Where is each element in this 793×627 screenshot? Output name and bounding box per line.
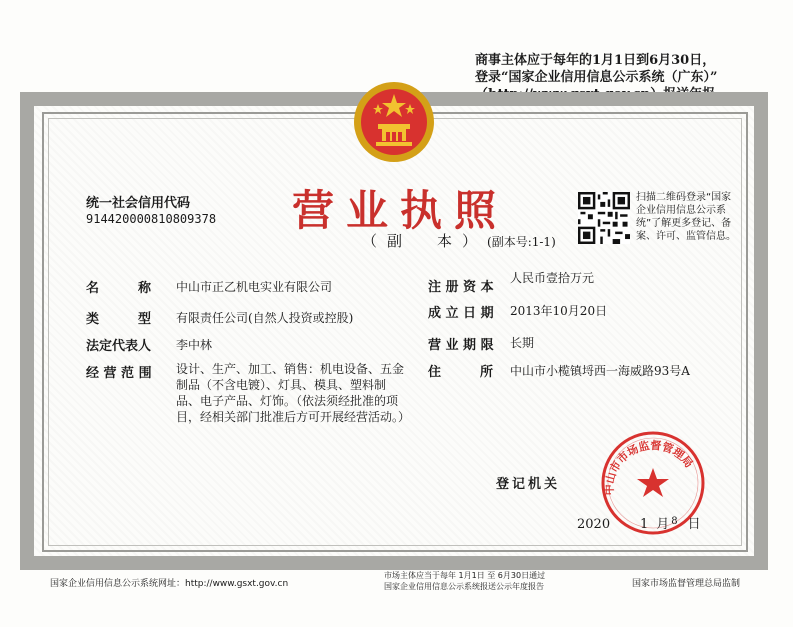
copy-line xyxy=(362,230,556,251)
notice-line-2: 登录“国家企业信用信息公示系统（广东）” xyxy=(475,70,718,85)
footer-issuer: 国家市场监督管理总局监制 xyxy=(632,579,741,589)
scope-value: 设计、生产、加工、销售：机电设备、五金制品（不含电镀）、灯具、模具、塑料制品、电子产品、灯饰。（依法须经批准的项目，经相关部门批准后方可开展经营活动。） xyxy=(176,362,411,424)
term-label: 营 业 期 限 xyxy=(428,338,494,353)
legal-rep-value: 李中林 xyxy=(176,338,213,352)
established-value: 2013年10月20日 xyxy=(510,304,608,318)
notice-line-1: 商事主体应于每年的1月1日到6月30日， xyxy=(475,53,716,68)
seal-text: 中山市市场监督管理局 xyxy=(602,438,696,496)
capital-label: 注 册 资 本 xyxy=(428,280,494,295)
footer-annual-report-line-2: 国家企业信用信息公示系统报送公示年度报告 xyxy=(384,582,544,591)
registration-authority-label: 登记机关 xyxy=(496,477,561,492)
issue-date xyxy=(577,513,701,532)
term-value: 长期 xyxy=(510,336,535,350)
national-emblem-icon xyxy=(352,80,436,164)
copy-label: （副 本） xyxy=(362,232,488,250)
certificate-title: 营业执照 xyxy=(292,186,509,235)
name-label: 名 称 xyxy=(86,281,152,296)
issue-day-char: 日 xyxy=(687,517,701,532)
established-label: 成 立 日 期 xyxy=(428,306,494,321)
type-value: 有限责任公司(自然人投资或控股) xyxy=(176,311,354,325)
name-value: 中山市正乙机电实业有限公司 xyxy=(176,280,333,294)
issue-month-char: 月 xyxy=(656,517,670,532)
footer-annual-report-line-1: 市场主体应当于每年 1月1日 至 6月30日通过 xyxy=(384,571,546,580)
issue-month-number: 1 xyxy=(639,517,649,532)
address-label: 住 所 xyxy=(428,365,494,380)
footer-annual-report xyxy=(384,570,545,592)
legal-rep-label: 法定代表人 xyxy=(86,339,152,354)
footer-website: 国家企业信用信息公示系统网址：http://www.gsxt.gov.cn xyxy=(50,579,289,589)
copy-number: (副本号:1-1) xyxy=(487,235,556,249)
issue-year: 2020 xyxy=(577,517,611,532)
credit-code-label: 统一社会信用代码 xyxy=(86,196,191,211)
address-value: 中山市小榄镇埒西一海威路93号A xyxy=(510,364,690,378)
qr-code-instructions: 扫描二维码登录“国家企业信用信息公示系统”了解更多登记、备案、许可、监管信息。 xyxy=(636,192,736,242)
type-label: 类 型 xyxy=(86,312,152,327)
qr-code-icon[interactable] xyxy=(578,192,630,244)
scope-label: 经 营 范 围 xyxy=(86,366,152,381)
issue-day-number: 8 xyxy=(671,516,678,527)
credit-code-value: 914420000810809378 xyxy=(86,212,217,226)
capital-value: 人民币壹拾万元 xyxy=(510,271,595,285)
